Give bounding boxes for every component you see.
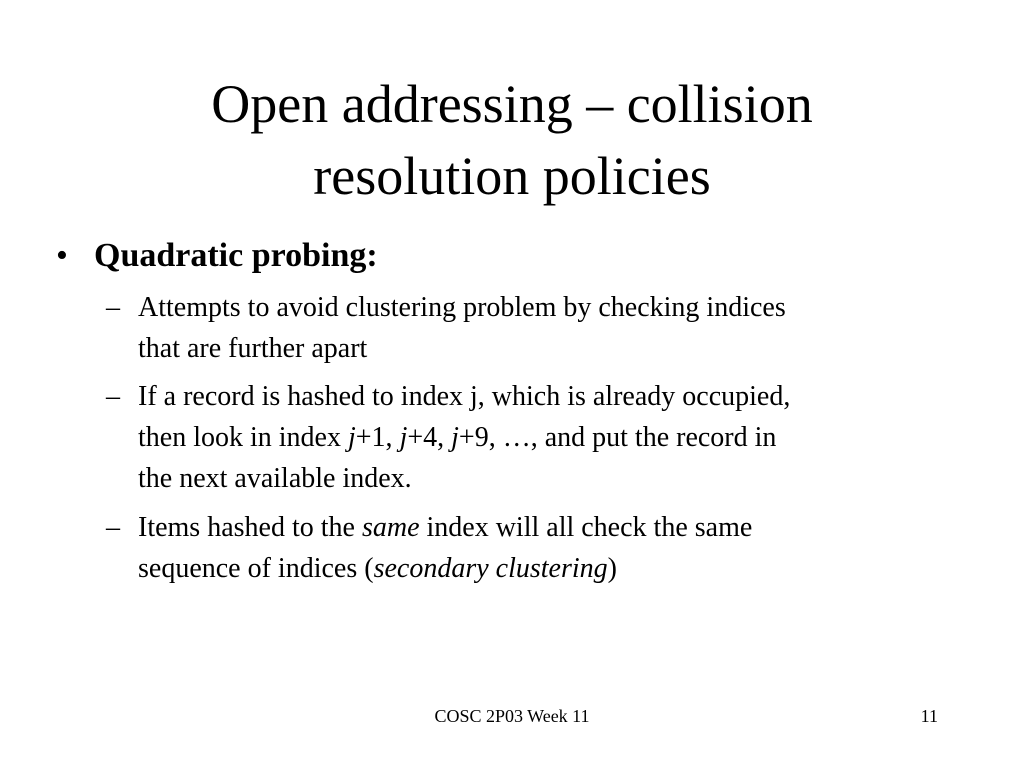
var-j-2: j <box>399 422 408 453</box>
sub-item-3-line-2-pre: sequence of indices ( <box>138 553 374 584</box>
sub-item-2 <box>106 376 956 499</box>
sub-item-2-line-2-pre: then look in index <box>138 422 348 453</box>
sub-item-3-line-1-post: index will all check the same <box>419 512 753 543</box>
sub-item-3-line-2-post: ) <box>607 553 617 584</box>
slide-title <box>0 68 1024 212</box>
bullet-dot: • <box>56 237 68 274</box>
sub-item-1 <box>106 287 956 369</box>
sub-item-3-line-1 <box>138 507 956 548</box>
sub-item-2-line-1: If a record is hashed to index j, which is already occupied, <box>138 381 791 412</box>
sub-item-2-line-2 <box>138 417 956 458</box>
bullet-quadratic-probing <box>56 234 378 278</box>
sub-item-dash: – <box>106 381 120 412</box>
offset-1: +1, <box>355 422 400 453</box>
title-line-2: resolution policies <box>313 146 711 206</box>
emphasis-same: same <box>361 512 420 543</box>
sub-item-3 <box>106 507 956 589</box>
var-j-3: j <box>451 422 459 453</box>
sub-item-3-line-2 <box>138 548 956 589</box>
sub-item-dash: – <box>106 512 120 543</box>
title-line-1: Open addressing – collision <box>211 74 813 134</box>
footer-course: COSC 2P03 Week 11 <box>434 706 590 726</box>
sub-item-3-line-1-pre: Items hashed to the <box>138 512 362 543</box>
offset-9: +9, …, and put the record in <box>458 422 777 453</box>
sub-item-1-line-1: Attempts to avoid clustering problem by checking indices <box>138 292 786 323</box>
emphasis-secondary-clustering: secondary clustering <box>373 553 608 584</box>
sub-item-1-line-2: that are further apart <box>138 333 368 364</box>
sub-item-dash: – <box>106 292 120 323</box>
sub-item-2-line-3: the next available index. <box>138 463 412 494</box>
footer-page-number: 11 <box>920 706 938 726</box>
var-j-1: j <box>347 422 356 453</box>
offset-4: +4, <box>407 422 452 453</box>
bullet-heading: Quadratic probing: <box>94 237 378 274</box>
